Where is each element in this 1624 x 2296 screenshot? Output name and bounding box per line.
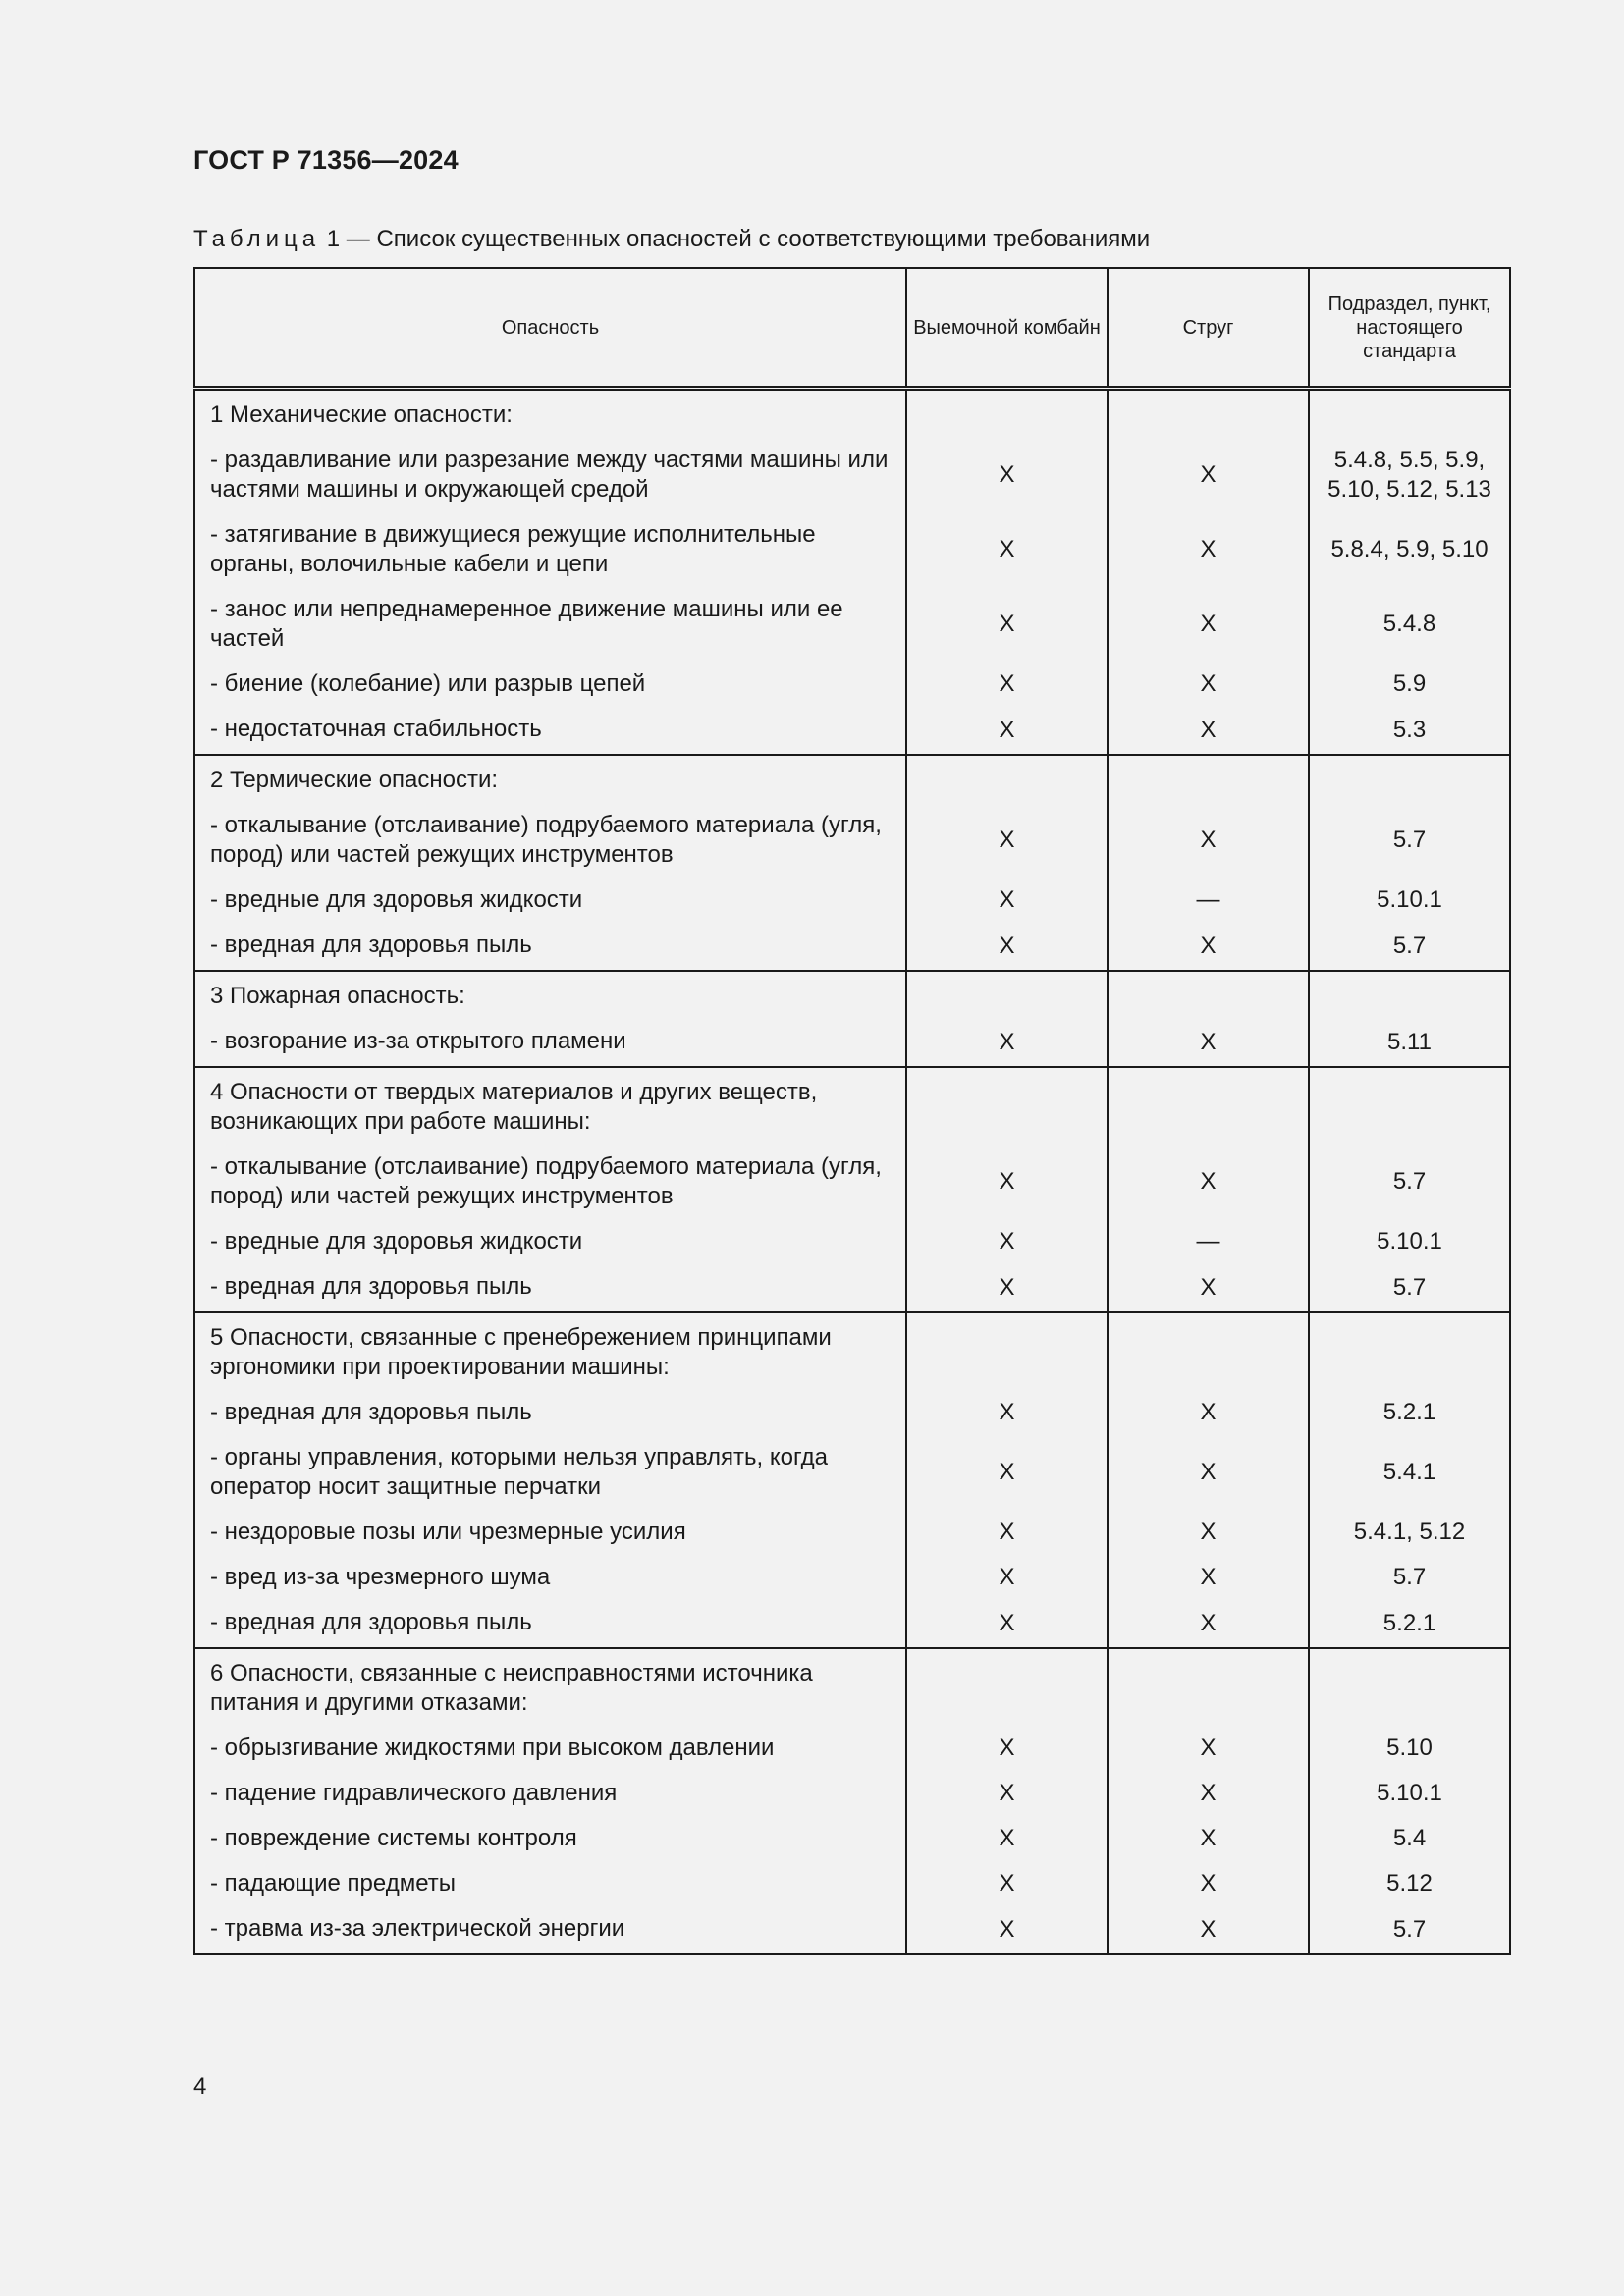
subsection-cell: 5.4.8 xyxy=(1309,587,1510,662)
header-plough: Струг xyxy=(1108,268,1309,389)
table-row xyxy=(194,1264,1510,1312)
empty-cell xyxy=(1108,755,1309,803)
plough-cell: X xyxy=(1108,1555,1309,1600)
document-code: ГОСТ Р 71356—2024 xyxy=(193,145,459,175)
header-shearer: Выемочной комбайн xyxy=(906,268,1108,389)
subsection-cell: 5.10.1 xyxy=(1309,878,1510,923)
hazard-cell: - обрызгивание жидкостями при высоком давлении xyxy=(194,1726,906,1771)
hazard-cell: - повреждение системы контроля xyxy=(194,1816,906,1861)
subsection-cell: 5.7 xyxy=(1309,1555,1510,1600)
shearer-cell: X xyxy=(906,1771,1108,1816)
hazard-cell: - органы управления, которыми нельзя управлять, когда оператор носит защитные перчатки xyxy=(194,1435,906,1510)
subsection-cell: 5.7 xyxy=(1309,1264,1510,1312)
empty-cell xyxy=(906,1312,1108,1390)
subsection-cell: 5.7 xyxy=(1309,803,1510,878)
hazard-cell: - занос или непреднамеренное движение машины или ее частей xyxy=(194,587,906,662)
table-row xyxy=(194,1390,1510,1435)
hazard-cell: - падающие предметы xyxy=(194,1861,906,1906)
subsection-cell: 5.10.1 xyxy=(1309,1219,1510,1264)
group-title: 4 Опасности от твердых материалов и других веществ, возникающих при работе машины: xyxy=(194,1067,906,1145)
shearer-cell: X xyxy=(906,1816,1108,1861)
shearer-cell: X xyxy=(906,512,1108,587)
page-number: 4 xyxy=(193,2073,207,2100)
table-row xyxy=(194,1555,1510,1600)
table-row xyxy=(194,1861,1510,1906)
plough-cell: X xyxy=(1108,1390,1309,1435)
table-row xyxy=(194,1019,1510,1067)
group-title-row xyxy=(194,1067,1510,1145)
empty-cell xyxy=(906,755,1108,803)
empty-cell xyxy=(906,1648,1108,1726)
empty-cell xyxy=(906,1067,1108,1145)
empty-cell xyxy=(1309,971,1510,1019)
empty-cell xyxy=(1309,1648,1510,1726)
table-header-row xyxy=(194,268,1510,389)
subsection-cell: 5.10 xyxy=(1309,1726,1510,1771)
subsection-cell: 5.7 xyxy=(1309,1906,1510,1954)
plough-cell: X xyxy=(1108,1019,1309,1067)
empty-cell xyxy=(1108,971,1309,1019)
plough-cell: X xyxy=(1108,1906,1309,1954)
table-row xyxy=(194,1145,1510,1219)
shearer-cell: X xyxy=(906,1906,1108,1954)
table-row xyxy=(194,1771,1510,1816)
plough-cell: X xyxy=(1108,803,1309,878)
plough-cell: X xyxy=(1108,1145,1309,1219)
group-title-row xyxy=(194,1648,1510,1726)
hazard-cell: - откалывание (отслаивание) подрубаемого материала (угля, пород) или частей режущих инструментов xyxy=(194,803,906,878)
group-title-row xyxy=(194,755,1510,803)
table-row xyxy=(194,1816,1510,1861)
shearer-cell: X xyxy=(906,1600,1108,1648)
group-title: 6 Опасности, связанные с неисправностями источника питания и другими отказами: xyxy=(194,1648,906,1726)
table-row xyxy=(194,923,1510,971)
hazard-cell: - затягивание в движущиеся режущие исполнительные органы, волочильные кабели и цепи xyxy=(194,512,906,587)
table-row xyxy=(194,512,1510,587)
shearer-cell: X xyxy=(906,662,1108,707)
table-body xyxy=(194,389,1510,1955)
hazard-cell: - вредные для здоровья жидкости xyxy=(194,878,906,923)
plough-cell: X xyxy=(1108,512,1309,587)
empty-cell xyxy=(906,389,1108,439)
table-row xyxy=(194,803,1510,878)
group-title-row xyxy=(194,971,1510,1019)
subsection-cell: 5.4 xyxy=(1309,1816,1510,1861)
plough-cell: X xyxy=(1108,662,1309,707)
subsection-cell: 5.10.1 xyxy=(1309,1771,1510,1816)
plough-cell: X xyxy=(1108,1510,1309,1555)
subsection-cell: 5.9 xyxy=(1309,662,1510,707)
plough-cell: X xyxy=(1108,1726,1309,1771)
shearer-cell: X xyxy=(906,1726,1108,1771)
subsection-cell: 5.4.1, 5.12 xyxy=(1309,1510,1510,1555)
plough-cell: — xyxy=(1108,878,1309,923)
subsection-cell: 5.12 xyxy=(1309,1861,1510,1906)
group-title: 3 Пожарная опасность: xyxy=(194,971,906,1019)
empty-cell xyxy=(1309,1067,1510,1145)
subsection-cell: 5.4.8, 5.5, 5.9, 5.10, 5.12, 5.13 xyxy=(1309,438,1510,512)
group-title: 5 Опасности, связанные с пренебрежением принципами эргономики при проектировании машины: xyxy=(194,1312,906,1390)
shearer-cell: X xyxy=(906,1019,1108,1067)
table-caption-text: 1 — Список существенных опасностей с соответствующими требованиями xyxy=(326,226,1151,252)
header-subsection: Подраздел, пункт, настоящего стандарта xyxy=(1309,268,1510,389)
empty-cell xyxy=(1309,389,1510,439)
shearer-cell: X xyxy=(906,923,1108,971)
subsection-cell: 5.4.1 xyxy=(1309,1435,1510,1510)
empty-cell xyxy=(906,971,1108,1019)
shearer-cell: X xyxy=(906,1264,1108,1312)
subsection-cell: 5.7 xyxy=(1309,923,1510,971)
shearer-cell: X xyxy=(906,1510,1108,1555)
hazard-cell: - вредная для здоровья пыль xyxy=(194,1264,906,1312)
plough-cell: X xyxy=(1108,1435,1309,1510)
header-hazard: Опасность xyxy=(194,268,906,389)
table-row xyxy=(194,587,1510,662)
empty-cell xyxy=(1309,1312,1510,1390)
table-row xyxy=(194,878,1510,923)
table-caption-label: Таблица xyxy=(193,226,321,252)
hazard-cell: - вредная для здоровья пыль xyxy=(194,923,906,971)
plough-cell: X xyxy=(1108,587,1309,662)
hazard-cell: - биение (колебание) или разрыв цепей xyxy=(194,662,906,707)
empty-cell xyxy=(1108,1648,1309,1726)
hazard-cell: - вредные для здоровья жидкости xyxy=(194,1219,906,1264)
table-row xyxy=(194,662,1510,707)
subsection-cell: 5.11 xyxy=(1309,1019,1510,1067)
subsection-cell: 5.7 xyxy=(1309,1145,1510,1219)
subsection-cell: 5.8.4, 5.9, 5.10 xyxy=(1309,512,1510,587)
table-row xyxy=(194,1510,1510,1555)
hazards-table xyxy=(193,267,1511,1955)
plough-cell: X xyxy=(1108,1600,1309,1648)
table-row xyxy=(194,1726,1510,1771)
plough-cell: X xyxy=(1108,1771,1309,1816)
plough-cell: — xyxy=(1108,1219,1309,1264)
plough-cell: X xyxy=(1108,438,1309,512)
shearer-cell: X xyxy=(906,803,1108,878)
empty-cell xyxy=(1309,755,1510,803)
table-row xyxy=(194,707,1510,755)
shearer-cell: X xyxy=(906,1555,1108,1600)
subsection-cell: 5.3 xyxy=(1309,707,1510,755)
plough-cell: X xyxy=(1108,1264,1309,1312)
shearer-cell: X xyxy=(906,1861,1108,1906)
table-row xyxy=(194,1600,1510,1648)
empty-cell xyxy=(1108,389,1309,439)
table-caption xyxy=(193,226,1150,253)
subsection-cell: 5.2.1 xyxy=(1309,1600,1510,1648)
hazard-cell: - вредная для здоровья пыль xyxy=(194,1600,906,1648)
table-row xyxy=(194,1435,1510,1510)
table-row xyxy=(194,1219,1510,1264)
plough-cell: X xyxy=(1108,1816,1309,1861)
empty-cell xyxy=(1108,1067,1309,1145)
group-title-row xyxy=(194,389,1510,439)
group-title: 1 Механические опасности: xyxy=(194,389,906,439)
table-row xyxy=(194,1906,1510,1954)
shearer-cell: X xyxy=(906,1390,1108,1435)
subsection-cell: 5.2.1 xyxy=(1309,1390,1510,1435)
hazard-cell: - вредная для здоровья пыль xyxy=(194,1390,906,1435)
empty-cell xyxy=(1108,1312,1309,1390)
hazard-cell: - возгорание из-за открытого пламени xyxy=(194,1019,906,1067)
shearer-cell: X xyxy=(906,707,1108,755)
plough-cell: X xyxy=(1108,1861,1309,1906)
hazard-cell: - откалывание (отслаивание) подрубаемого материала (угля, пород) или частей режущих инструментов xyxy=(194,1145,906,1219)
shearer-cell: X xyxy=(906,1219,1108,1264)
hazard-cell: - недостаточная стабильность xyxy=(194,707,906,755)
hazard-cell: - травма из-за электрической энергии xyxy=(194,1906,906,1954)
hazard-cell: - нездоровые позы или чрезмерные усилия xyxy=(194,1510,906,1555)
hazard-cell: - раздавливание или разрезание между частями машины или частями машины и окружающей средой xyxy=(194,438,906,512)
group-title-row xyxy=(194,1312,1510,1390)
group-title: 2 Термические опасности: xyxy=(194,755,906,803)
shearer-cell: X xyxy=(906,1435,1108,1510)
table-row xyxy=(194,438,1510,512)
shearer-cell: X xyxy=(906,878,1108,923)
shearer-cell: X xyxy=(906,438,1108,512)
plough-cell: X xyxy=(1108,707,1309,755)
shearer-cell: X xyxy=(906,1145,1108,1219)
plough-cell: X xyxy=(1108,923,1309,971)
shearer-cell: X xyxy=(906,587,1108,662)
hazard-cell: - вред из-за чрезмерного шума xyxy=(194,1555,906,1600)
hazard-cell: - падение гидравлического давления xyxy=(194,1771,906,1816)
